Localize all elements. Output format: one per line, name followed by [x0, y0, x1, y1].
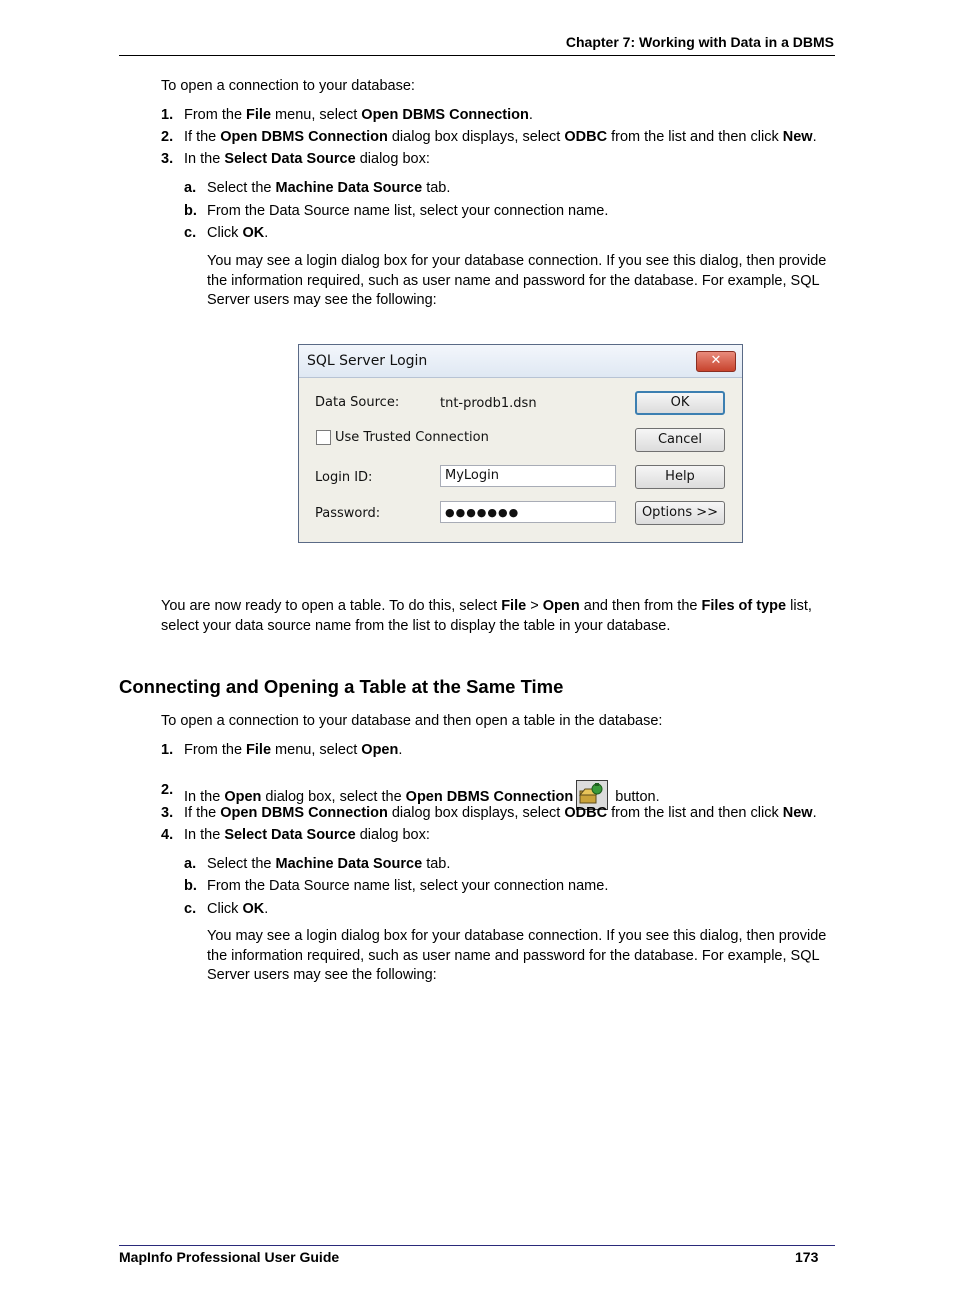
intro-paragraph: To open a connection to your database: — [161, 78, 415, 94]
s2-note-paragraph: You may see a login dialog box for your database connection. If you see this dialog, then provide the information required, such as user name and password for the database. For example, SQL Server users may see the following: — [207, 928, 827, 983]
footer-rule — [119, 1245, 835, 1246]
options-button[interactable]: Options >> — [635, 501, 725, 525]
help-button[interactable]: Help — [635, 465, 725, 489]
sql-server-login-dialog — [298, 344, 743, 543]
ready-paragraph: You are now ready to open a table. To do this, select File > Open and then from the Files of type list, select your data source name from the list to display the table in your database. — [161, 598, 812, 634]
login-id-label: Login ID: — [315, 470, 373, 485]
note-paragraph: You may see a login dialog box for your database connection. If you see this dialog, then provide the information required, such as user name and password for the database. For example, SQL Server users may see the following: — [207, 253, 827, 308]
password-input[interactable]: ●●●●●●● — [440, 501, 616, 523]
password-label: Password: — [315, 506, 381, 521]
trusted-connection-label: Use Trusted Connection — [335, 430, 489, 445]
section-heading: Connecting and Opening a Table at the Same Time — [119, 676, 564, 697]
cancel-button[interactable]: Cancel — [635, 428, 725, 452]
dialog-title: SQL Server Login — [307, 353, 428, 369]
dialog-titlebar — [299, 345, 742, 378]
close-icon[interactable]: ✕ — [696, 351, 736, 372]
data-source-label: Data Source: — [315, 395, 400, 410]
trusted-connection-checkbox[interactable] — [316, 430, 331, 445]
data-source-value: tnt-prodb1.dsn — [440, 396, 537, 411]
section2-intro: To open a connection to your database and then open a table in the database: — [161, 713, 663, 729]
login-id-input[interactable]: MyLogin — [440, 465, 616, 487]
header-rule — [119, 55, 835, 56]
chapter-header: Chapter 7: Working with Data in a DBMS — [565, 34, 834, 50]
page-number: 173 — [795, 1249, 819, 1265]
footer-title: MapInfo Professional User Guide — [119, 1249, 340, 1265]
ok-button[interactable]: OK — [635, 391, 725, 415]
